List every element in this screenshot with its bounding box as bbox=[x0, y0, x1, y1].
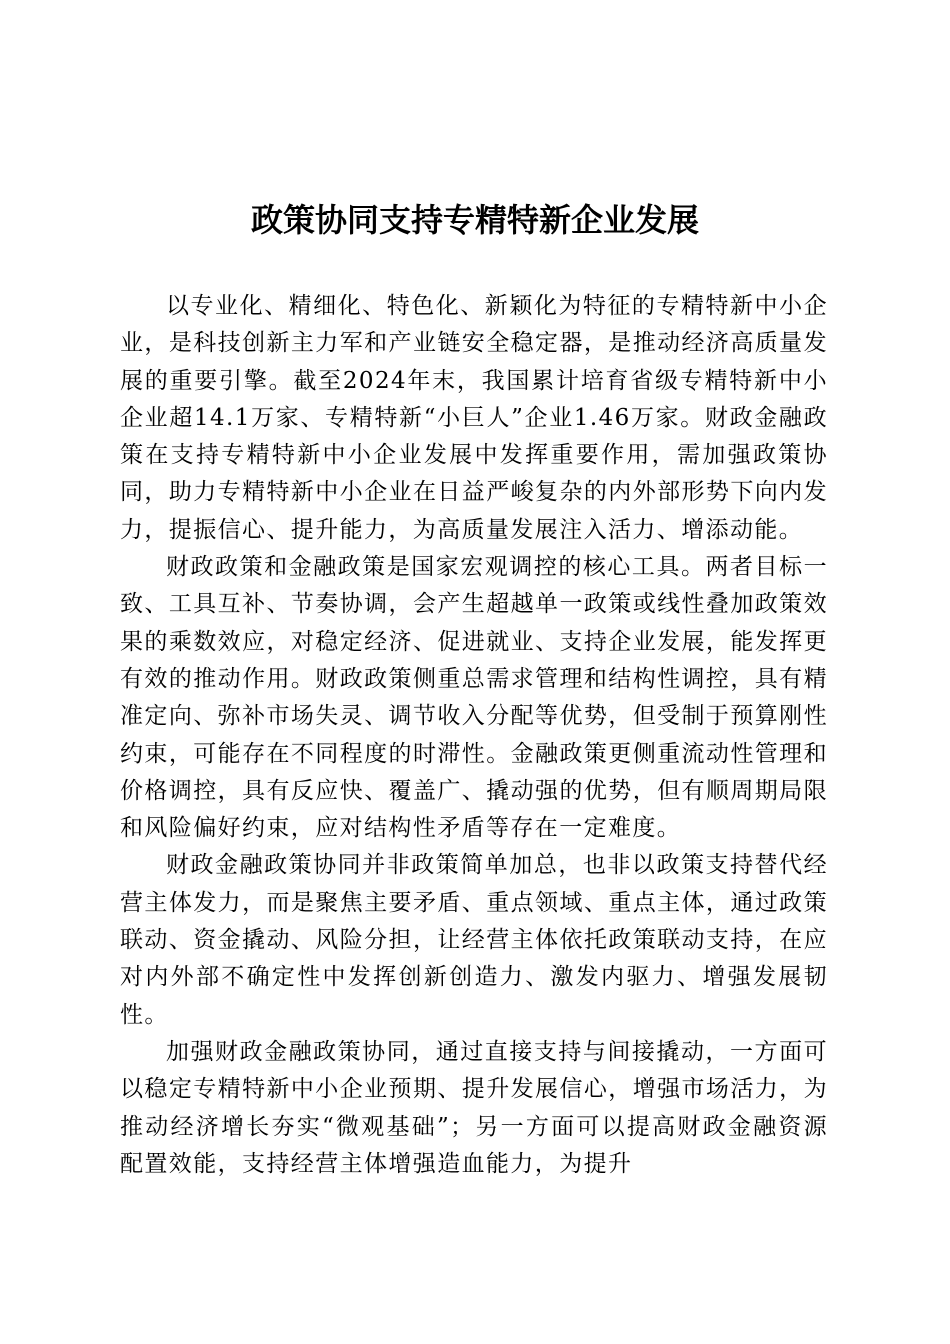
paragraph-4: 加强财政金融政策协同，通过直接支持与间接撬动，一方面可以稳定专精特新中小企业预期、提升发展信心，增强市场活力，为推动经济增长夯实“微观基础”；另一方面可以提高财政金融资源配置效能，支持经营主体增强造血能力，为提升 bbox=[120, 1038, 828, 1177]
paragraph-3: 财政金融政策协同并非政策简单加总，也非以政策支持替代经营主体发力，而是聚焦主要矛盾、重点领域、重点主体，通过政策联动、资金撬动、风险分担，让经营主体依托政策联动支持，在应对内外部不确定性中发挥创新创造力、激发内驱力、增强发展韧性。 bbox=[120, 852, 828, 1028]
document-body bbox=[120, 288, 828, 1183]
paragraph-2: 财政政策和金融政策是国家宏观调控的核心工具。两者目标一致、工具互补、节奏协调，会产生超越单一政策或线性叠加政策效果的乘数效应，对稳定经济、促进就业、支持企业发展，能发挥更有效的推动作用。财政政策侧重总需求管理和结构性调控，具有精准定向、弥补市场失灵、调节收入分配等优势，但受制于预算刚性约束，可能存在不同程度的时滞性。金融政策更侧重流动性管理和价格调控，具有反应快、覆盖广、撬动强的优势，但有顺周期局限和风险偏好约束，应对结构性矛盾等存在一定难度。 bbox=[120, 554, 828, 842]
paragraph-1: 以专业化、精细化、特色化、新颖化为特征的专精特新中小企业，是科技创新主力军和产业链安全稳定器，是推动经济高质量发展的重要引擎。截至2024年末，我国累计培育省级专精特新中小企业超14.1万家、专精特新“小巨人”企业1.46万家。财政金融政策在支持专精特新中小企业发展中发挥重要作用，需加强政策协同，助力专精特新中小企业在日益严峻复杂的内外部形势下向内发力，提振信心、提升能力，为高质量发展注入活力、增添动能。 bbox=[120, 293, 828, 543]
document-title: 政策协同支持专精特新企业发展 bbox=[250, 201, 699, 239]
